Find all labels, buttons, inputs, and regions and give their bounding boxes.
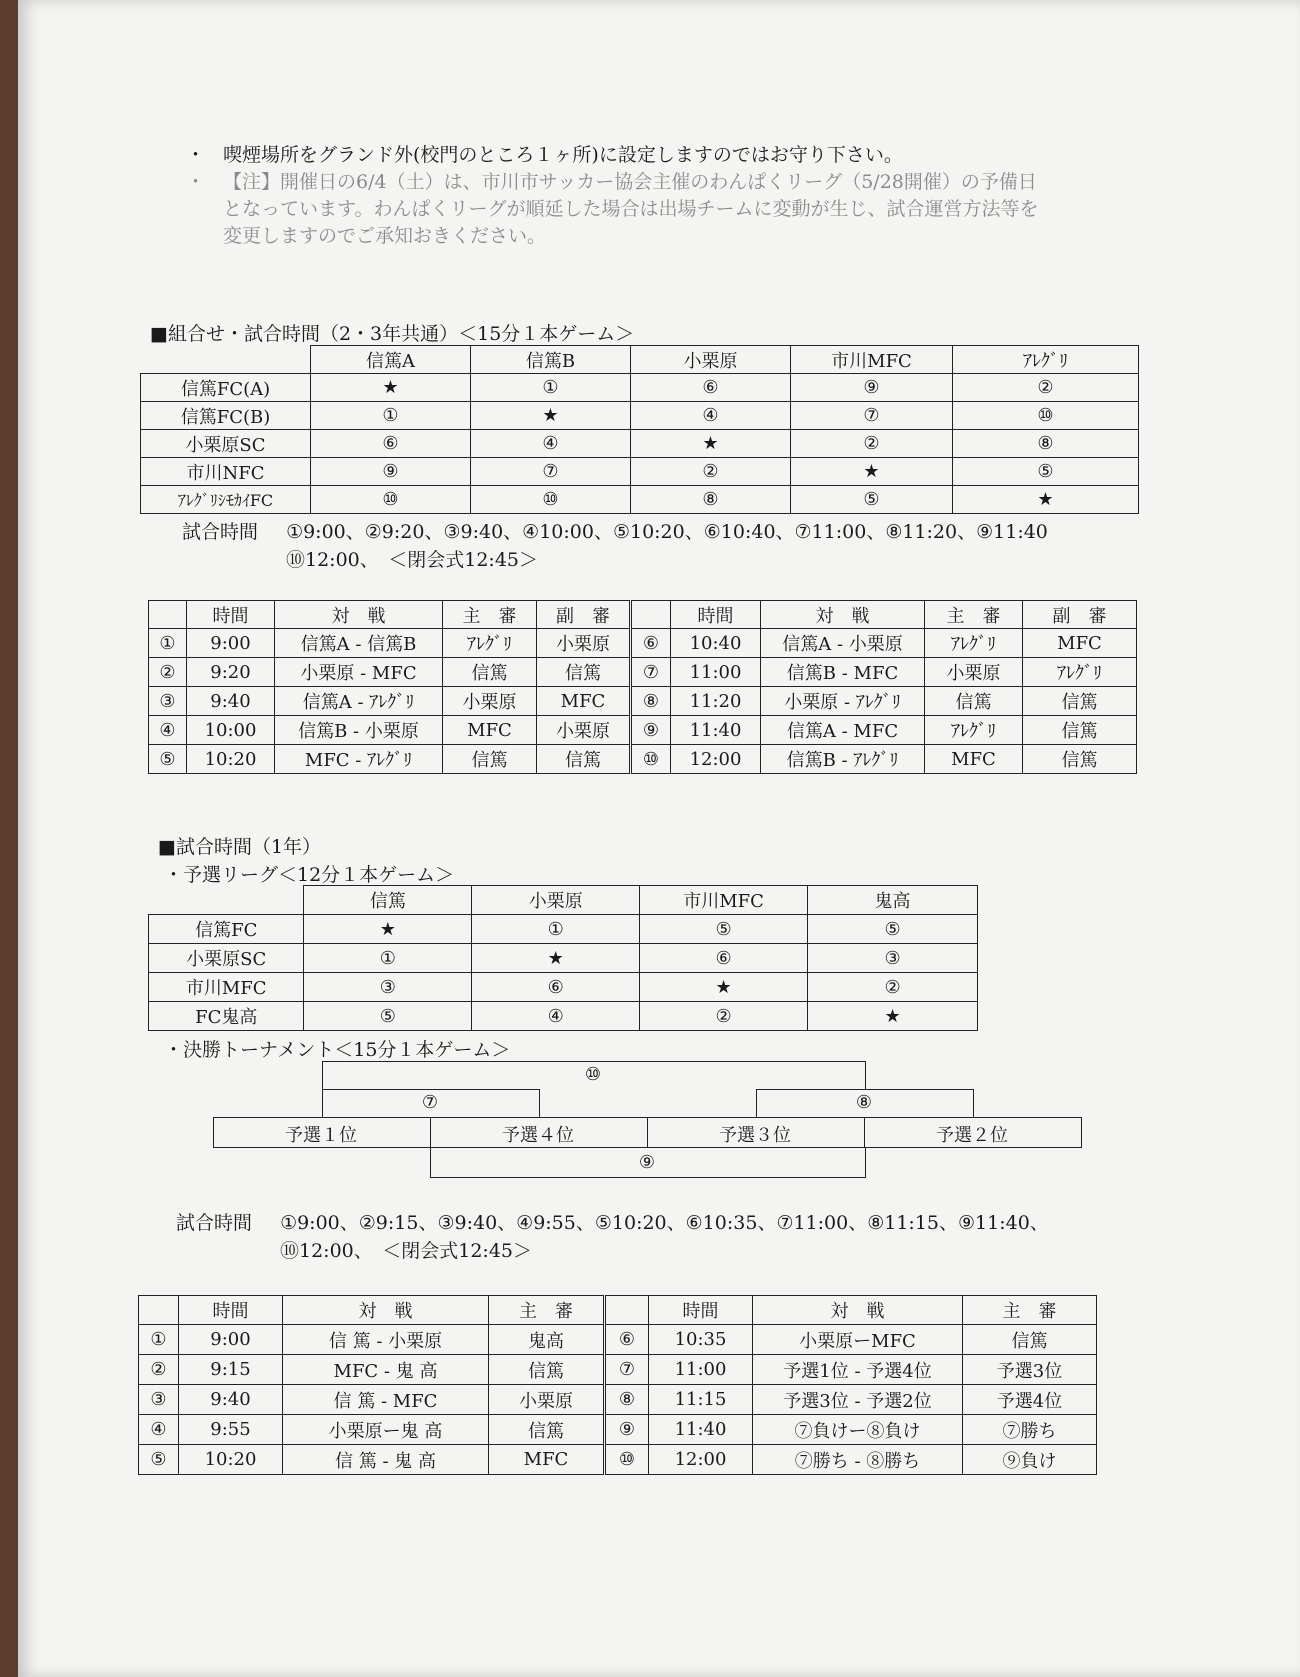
header-time: 時間 xyxy=(649,1296,753,1325)
matrix-cell: ① xyxy=(471,374,631,402)
matrix-row xyxy=(141,458,1139,486)
header-referee: 主 審 xyxy=(489,1296,605,1325)
matrix-cell: ⑥ xyxy=(631,374,791,402)
header-referee: 主 審 xyxy=(963,1296,1097,1325)
matrix-row: 信篤FC ★ ① ⑤ ⑤ xyxy=(149,915,978,944)
section1-times xyxy=(176,1209,1256,1265)
matrix-row-label: FC鬼高 xyxy=(149,1002,304,1031)
header-assistant: 副 審 xyxy=(537,601,631,629)
header-match: 対 戦 xyxy=(753,1296,963,1325)
note-caution-line-1: 【注】開催日の6/4（土）は、市川市サッカー協会主催のわんぱくリーグ（5/28開催）の予備日 xyxy=(223,171,1037,193)
bracket-third-label: ⑨ xyxy=(638,1152,656,1173)
matrix-col-header: 鬼高 xyxy=(808,886,978,915)
matrix-row-label: 市川NFC xyxy=(141,458,311,486)
matrix-cell: ★ xyxy=(631,430,791,458)
times-line-1: ①9:00、②9:20、③9:40、④10:00、⑤10:20、⑥10:40、⑦11:00、⑧11:20、⑨11:40 xyxy=(286,521,1048,543)
table-row: ④ 10:00 信篤B - 小栗原 MFC 小栗原 ⑨ 11:40 信篤A - MFC ｱﾚｸﾞﾘ 信篤 xyxy=(149,716,1137,745)
header-time: 時間 xyxy=(671,601,761,629)
matrix-cell: ⑤ xyxy=(791,486,953,514)
matrix-cell: ⑧ xyxy=(631,486,791,514)
matrix-cell: ⑩ xyxy=(311,486,471,514)
header-match: 対 戦 xyxy=(761,601,925,629)
matrix-cell: ⑤ xyxy=(953,458,1139,486)
matrix-cell: ① xyxy=(311,402,471,430)
section23-heading: ■組合せ・試合時間（2・3年共通）＜15分１本ゲーム＞ xyxy=(150,323,635,345)
tournament-heading: ・決勝トーナメント＜15分１本ゲーム＞ xyxy=(164,1039,511,1061)
matrix-cell: ② xyxy=(953,374,1139,402)
seed-label: 予選４位 xyxy=(502,1125,574,1146)
matrix-cell: ④ xyxy=(631,402,791,430)
matrix-row xyxy=(141,402,1139,430)
times-line-1: ①9:00、②9:15、③9:40、④9:55、⑤10:20、⑥10:35、⑦11:00、⑧11:15、⑨11:40、 xyxy=(280,1212,1049,1234)
note-smoking-text: 喫煙場所をグランド外(校門のところ１ヶ所)に設定しますのではお守り下さい。 xyxy=(223,144,903,166)
matrix-col-header: 信篤B xyxy=(471,346,631,374)
section23-matrix xyxy=(140,345,1139,514)
document-page xyxy=(18,0,1300,1677)
matrix-cell: ⑧ xyxy=(953,430,1139,458)
matrix-cell: ★ xyxy=(791,458,953,486)
matrix-cell: ⑦ xyxy=(471,458,631,486)
note-caution-line-3: 変更しますのでご承知おきください。 xyxy=(223,225,547,247)
matrix-cell: ★ xyxy=(311,374,471,402)
matrix-col-header: 小栗原 xyxy=(472,886,640,915)
bracket-semi-right-label: ⑧ xyxy=(855,1092,873,1113)
matrix-cell: ⑨ xyxy=(311,458,471,486)
matrix-cell: ★ xyxy=(953,486,1139,514)
times-line-2: ⑩12:00、 ＜閉会式12:45＞ xyxy=(280,1240,533,1262)
schedule-header-row xyxy=(139,1296,1097,1325)
header-time: 時間 xyxy=(187,601,275,629)
matrix-cell: ② xyxy=(631,458,791,486)
table-row: ③ 9:40 信篤A - ｱﾚｸﾞﾘ 小栗原 MFC ⑧ 11:20 小栗原 - ｱﾚｸﾞﾘ 信篤 信篤 xyxy=(149,687,1137,716)
matrix-cell: ⑨ xyxy=(791,374,953,402)
section1-heading: ■試合時間（1年） xyxy=(158,836,322,858)
matrix-cell: ⑦ xyxy=(791,402,953,430)
header-time: 時間 xyxy=(179,1296,283,1325)
matrix-row: FC鬼高 ⑤ ④ ② ★ xyxy=(149,1002,978,1031)
matrix-cell: ★ xyxy=(471,402,631,430)
table-row: ① 9:00 信 篤 - 小栗原 鬼高 ⑥ 10:35 小栗原ーMFC 信篤 xyxy=(139,1325,1097,1355)
matrix-cell: ⑥ xyxy=(311,430,471,458)
matrix-row-label: 市川MFC xyxy=(149,973,304,1002)
matrix-row: 小栗原SC ① ★ ⑥ ③ xyxy=(149,944,978,973)
matrix-row xyxy=(141,430,1139,458)
matrix-col-header: 小栗原 xyxy=(631,346,791,374)
matrix-row-label: 信篤FC xyxy=(149,915,304,944)
section23-times xyxy=(182,518,1242,574)
table-row: ② 9:20 小栗原 - MFC 信篤 信篤 ⑦ 11:00 信篤B - MFC 小栗原 ｱﾚｸﾞﾘ xyxy=(149,658,1137,687)
table-row: ④ 9:55 小栗原ー鬼 高 信篤 ⑨ 11:40 ⑦負けー⑧負け ⑦勝ち xyxy=(139,1415,1097,1445)
note-smoking: ・ 喫煙場所をグランド外(校門のところ１ヶ所)に設定しますのではお守り下さい。 xyxy=(186,144,903,166)
matrix-cell: ④ xyxy=(471,430,631,458)
note-caution-line-2: となっています。わんぱくリーグが順延した場合は出場チームに変動が生じ、試合運営方法等を xyxy=(223,198,1039,220)
table-row: ⑤ 10:20 MFC - ｱﾚｸﾞﾘ 信篤 信篤 ⑩ 12:00 信篤B - ｱﾚｸﾞﾘ MFC 信篤 xyxy=(149,745,1137,774)
matrix-row-label: 信篤FC(A) xyxy=(141,374,311,402)
times-line-2: ⑩12:00、 ＜閉会式12:45＞ xyxy=(286,549,539,571)
table-row: ③ 9:40 信 篤 - MFC 小栗原 ⑧ 11:15 予選3位 - 予選2位 予選4位 xyxy=(139,1385,1097,1415)
matrix-row-label: ｱﾚｸﾞﾘｼﾓｶｲFC xyxy=(141,486,311,514)
matrix-row-label: 小栗原SC xyxy=(141,430,311,458)
matrix-cell: ⑩ xyxy=(471,486,631,514)
note-caution: ・ 【注】開催日の6/4（土）は、市川市サッカー協会主催のわんぱくリーグ（5/28開催）の予備日 となっています。わんぱくリーグが順延した場合は出場チームに変動が生じ、試合運営方法等を 変更しますのでご承知おきください。 xyxy=(186,169,1286,250)
matrix-col-header: ｱﾚｸﾞﾘ xyxy=(953,346,1139,374)
matrix-row xyxy=(141,374,1139,402)
section1-matrix xyxy=(148,885,978,1031)
header-referee: 主 審 xyxy=(925,601,1023,629)
header-assistant: 副 審 xyxy=(1023,601,1137,629)
table-row: ② 9:15 MFC - 鬼 高 信篤 ⑦ 11:00 予選1位 - 予選4位 予選3位 xyxy=(139,1355,1097,1385)
league-heading: ・予選リーグ＜12分１本ゲーム＞ xyxy=(164,864,455,886)
seed-label: 予選２位 xyxy=(936,1125,1008,1146)
matrix-row: 市川MFC ③ ⑥ ★ ② xyxy=(149,973,978,1002)
matrix-col-header: 信篤A xyxy=(311,346,471,374)
seed-label: 予選３位 xyxy=(719,1125,791,1146)
section23-schedule xyxy=(148,600,1137,774)
times-label: 試合時間 xyxy=(182,521,259,543)
header-match: 対 戦 xyxy=(283,1296,489,1325)
header-referee: 主 審 xyxy=(443,601,537,629)
section1-schedule xyxy=(138,1295,1097,1475)
seed-label: 予選１位 xyxy=(285,1125,357,1146)
matrix-row xyxy=(141,486,1139,514)
matrix-col-header: 信篤 xyxy=(304,886,472,915)
table-row: ① 9:00 信篤A - 信篤B ｱﾚｸﾞﾘ 小栗原 ⑥ 10:40 信篤A - 小栗原 ｱﾚｸﾞﾘ MFC xyxy=(149,629,1137,658)
bracket-semi-left-label: ⑦ xyxy=(421,1092,439,1113)
schedule-header-row xyxy=(149,601,1137,629)
bracket-final-label: ⑩ xyxy=(584,1064,602,1085)
matrix-col-header: 市川MFC xyxy=(791,346,953,374)
table-row: ⑤ 10:20 信 篤 - 鬼 高 MFC ⑩ 12:00 ⑦勝ち - ⑧勝ち ⑨負け xyxy=(139,1445,1097,1475)
matrix-cell: ② xyxy=(791,430,953,458)
matrix-row-label: 信篤FC(B) xyxy=(141,402,311,430)
matrix-cell: ⑩ xyxy=(953,402,1139,430)
times-label: 試合時間 xyxy=(176,1212,253,1234)
matrix-col-header: 市川MFC xyxy=(640,886,808,915)
matrix-row-label: 小栗原SC xyxy=(149,944,304,973)
header-match: 対 戦 xyxy=(275,601,443,629)
